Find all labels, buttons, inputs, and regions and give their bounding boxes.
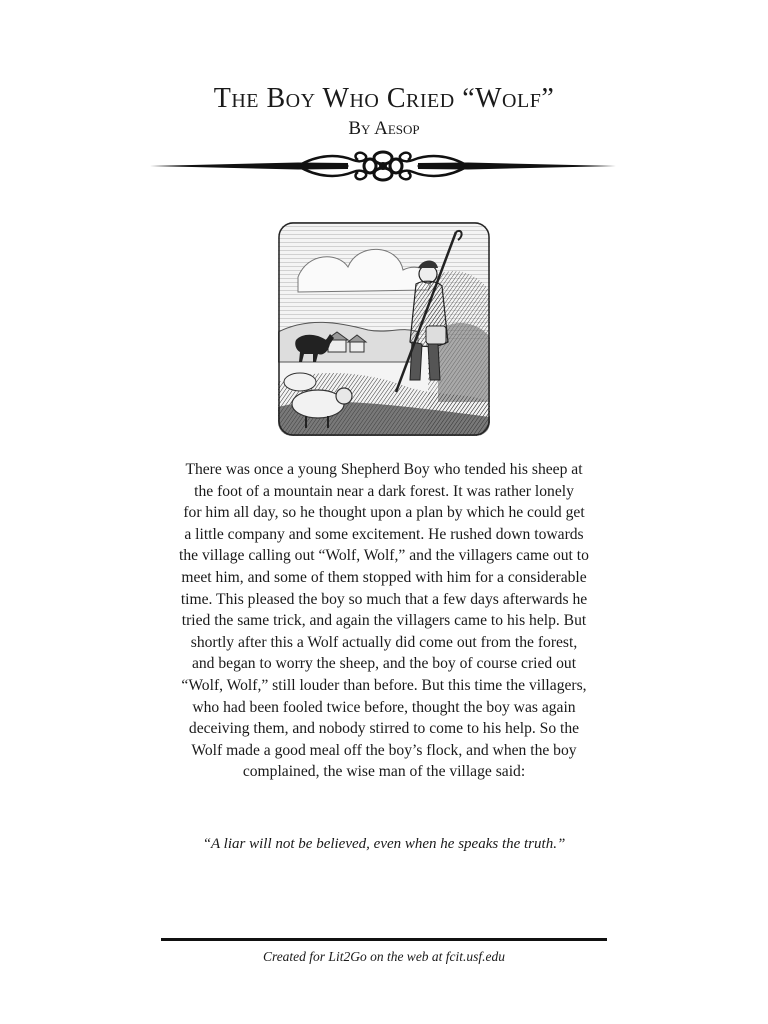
flourish-divider	[148, 146, 618, 186]
story-line: There was once a young Shepherd Boy who tended his sheep at	[185, 461, 583, 478]
story-line: complained, the wise man of the village said:	[242, 763, 526, 781]
moral-quote: “A liar will not be believed, even when he speaks the truth.”	[202, 836, 566, 852]
story-line: the foot of a mountain near a dark forest. It was rather lonely	[194, 482, 574, 500]
story-line: meet him, and some of them stopped with him for a considerable	[181, 568, 587, 586]
story-line: and began to worry the sheep, and the boy of course cried out	[191, 655, 577, 673]
story-line: a little company and some excitement. He rushed down towards	[184, 525, 584, 543]
footer-divider	[161, 938, 607, 941]
story-line: tried the same trick, and again the villagers came to his help. But	[181, 612, 587, 630]
story-line: the village calling out “Wolf, Wolf,” and the villagers came out to	[179, 547, 589, 565]
story-line: shortly after this a Wolf actually did come out from the forest,	[190, 633, 578, 651]
author-byline: By Aesop	[348, 118, 420, 139]
story-line: time. This pleased the boy so much that a few days afterwards he	[180, 590, 588, 608]
story-text	[150, 459, 618, 783]
footer-credit: Created for Lit2Go on the web at fcit.usf.edu	[262, 949, 506, 964]
story-line: deceiving them, and nobody stirred to come to his help. So the	[188, 720, 580, 738]
story-line: for him all day, so he thought upon a plan by which he could get	[183, 504, 585, 522]
story-line: who had been fooled twice before, thought the boy was again	[192, 698, 576, 716]
shepherd-boy-illustration	[278, 222, 490, 436]
story-line: “Wolf, Wolf,” still louder than before. But this time the villagers,	[181, 676, 587, 694]
page-title: The Boy Who Cried “Wolf”	[213, 83, 555, 114]
story-line: Wolf made a good meal off the boy’s flock, and when the boy	[191, 741, 577, 759]
